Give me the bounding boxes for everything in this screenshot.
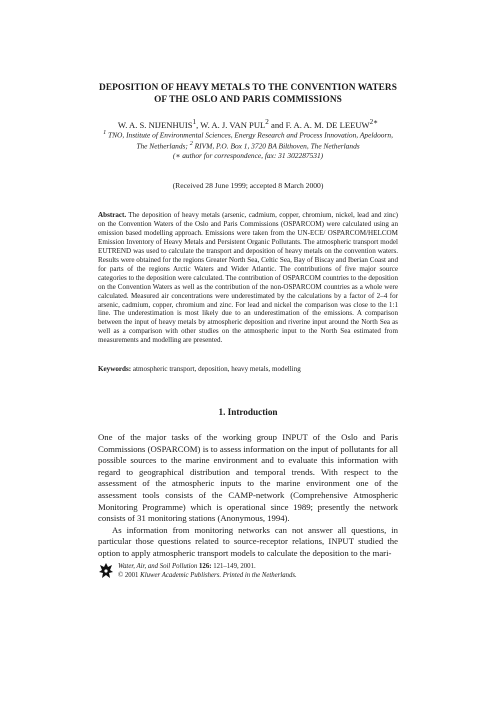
- publisher-logo-icon: [98, 562, 114, 580]
- affiliation-line: [70, 140, 426, 151]
- section-heading: 1. Introduction: [218, 407, 278, 417]
- affiliation-text: The Netherlands;: [136, 141, 190, 151]
- body-paragraph: One of the major tasks of the working group INPUT of the Oslo and Paris Commissions (OSPARCOM) is to assess information on the input of pollutants for all possible sources to the marine environment and to evaluate this information with regard to geographical distribution and temporal trends. With respect to the assessment of the atmospheric inputs to the marine environment one of the assessment tools consists of the CAMP-network (Comprehensive Atmospheric Monitoring Programme) which is operational since 1989; presently the network consists of 31 monitoring stations (Anonymous, 1994).: [98, 432, 398, 524]
- journal-name: Water, Air, and Soil Pollution: [118, 563, 198, 570]
- author-2: W. A. J. VAN PUL: [200, 119, 266, 130]
- copyright-year: © 2001: [118, 572, 139, 579]
- abstract: [98, 211, 398, 345]
- body-text: [98, 432, 398, 560]
- title-line-2: OF THE OSLO AND PARIS COMMISSIONS: [154, 95, 342, 105]
- body-paragraph: As information from monitoring networks can not answer all questions, in particular those questions related to source-receptor relations, INPUT studied the option to apply atmospheric transport models to calculate the deposition to the mari-: [98, 524, 398, 558]
- printed-in: Printed in the Netherlands.: [222, 572, 297, 579]
- abstract-label: Abstract.: [98, 211, 127, 219]
- affiliation-line: [70, 129, 426, 140]
- journal-info: [118, 562, 398, 580]
- affiliations: [70, 129, 426, 161]
- abstract-text: The deposition of heavy metals (arsenic, cadmium, copper, chromium, nickel, lead and zinc) on the Convention Waters of the Oslo and Paris Commissions (OSPARCOM) were calculated using an emission based modelling approach. Emissions were taken from the UN-ECE/ OSPARCOM/HELCOM Emission Inventory of Heavy Metals and Persistent Organic Pollutants. The atmospheric transport model EUTREND was used to calculate the transport and deposition of heavy metals on the convention waters. Results were obtained for the regions Greater North Sea, Celtic Sea, Bay of Biscay and Iberian Coast and for parts of the regions Arctic Waters and Wider Atlantic. The contributions of five major source categories to the deposition were calculated. The contribution of OSPARCOM countries to the deposition on the Convention Waters as well as the contribution of the non-OSPARCOM countries as a whole were calculated. Measured air concentrations were underestimated by the calculations by a factor of 2–4 for arsenic, cadmium, copper, chromium and zinc. For lead and nickel the comparison was close to the 1:1 line. The underestimation is most likely due to an underestimation of the emissions. A comparison between the input of heavy metals by atmospheric deposition and riverine input around the North Sea as well as a comparison with other studies on the atmospheric input to the North Sea estimated from measurements and modelling are presented.: [98, 211, 398, 345]
- keywords-text: atmospheric transport, deposition, heavy metals, modelling: [132, 365, 301, 373]
- title-line-1: DEPOSITION OF HEAVY METALS TO THE CONVENTION WATERS: [99, 83, 397, 93]
- journal-footer: [98, 562, 398, 586]
- author-1-affiliation: 1: [192, 118, 197, 126]
- paper-title: [60, 82, 436, 106]
- journal-citation: [118, 562, 398, 571]
- author-2-affiliation: 2: [265, 118, 269, 126]
- journal-volume: 126:: [199, 563, 212, 570]
- affiliation-text: TNO, Institute of Environmental Sciences, Energy Research and Process Innovation, Apeldoorn,: [108, 130, 393, 140]
- correspondence-note: (∗ author for correspondence, fax: 31 302287531): [172, 151, 324, 161]
- publisher-name: Kluwer Academic Publishers.: [140, 572, 222, 579]
- author-separator: and: [268, 119, 286, 130]
- author-3-affiliation: 2∗: [369, 118, 379, 126]
- author-3: F. A. A. M. DE LEEUW: [285, 119, 370, 130]
- affiliation-marker: 2: [189, 141, 193, 148]
- affiliation-marker: 1: [103, 130, 107, 136]
- keywords: [98, 365, 398, 374]
- journal-pages: 121–149, 2001.: [213, 563, 256, 570]
- keywords-label: Keywords:: [98, 365, 132, 373]
- author-separator: ,: [196, 119, 201, 130]
- copyright-line: [118, 571, 398, 580]
- author-1: W. A. S. NIJENHUIS: [117, 119, 193, 130]
- received-dates: (Received 28 June 1999; accepted 8 March 2000): [172, 181, 324, 190]
- affiliation-text: RIVM, P.O. Box 1, 3720 BA Bilthoven, The Netherlands: [194, 141, 360, 151]
